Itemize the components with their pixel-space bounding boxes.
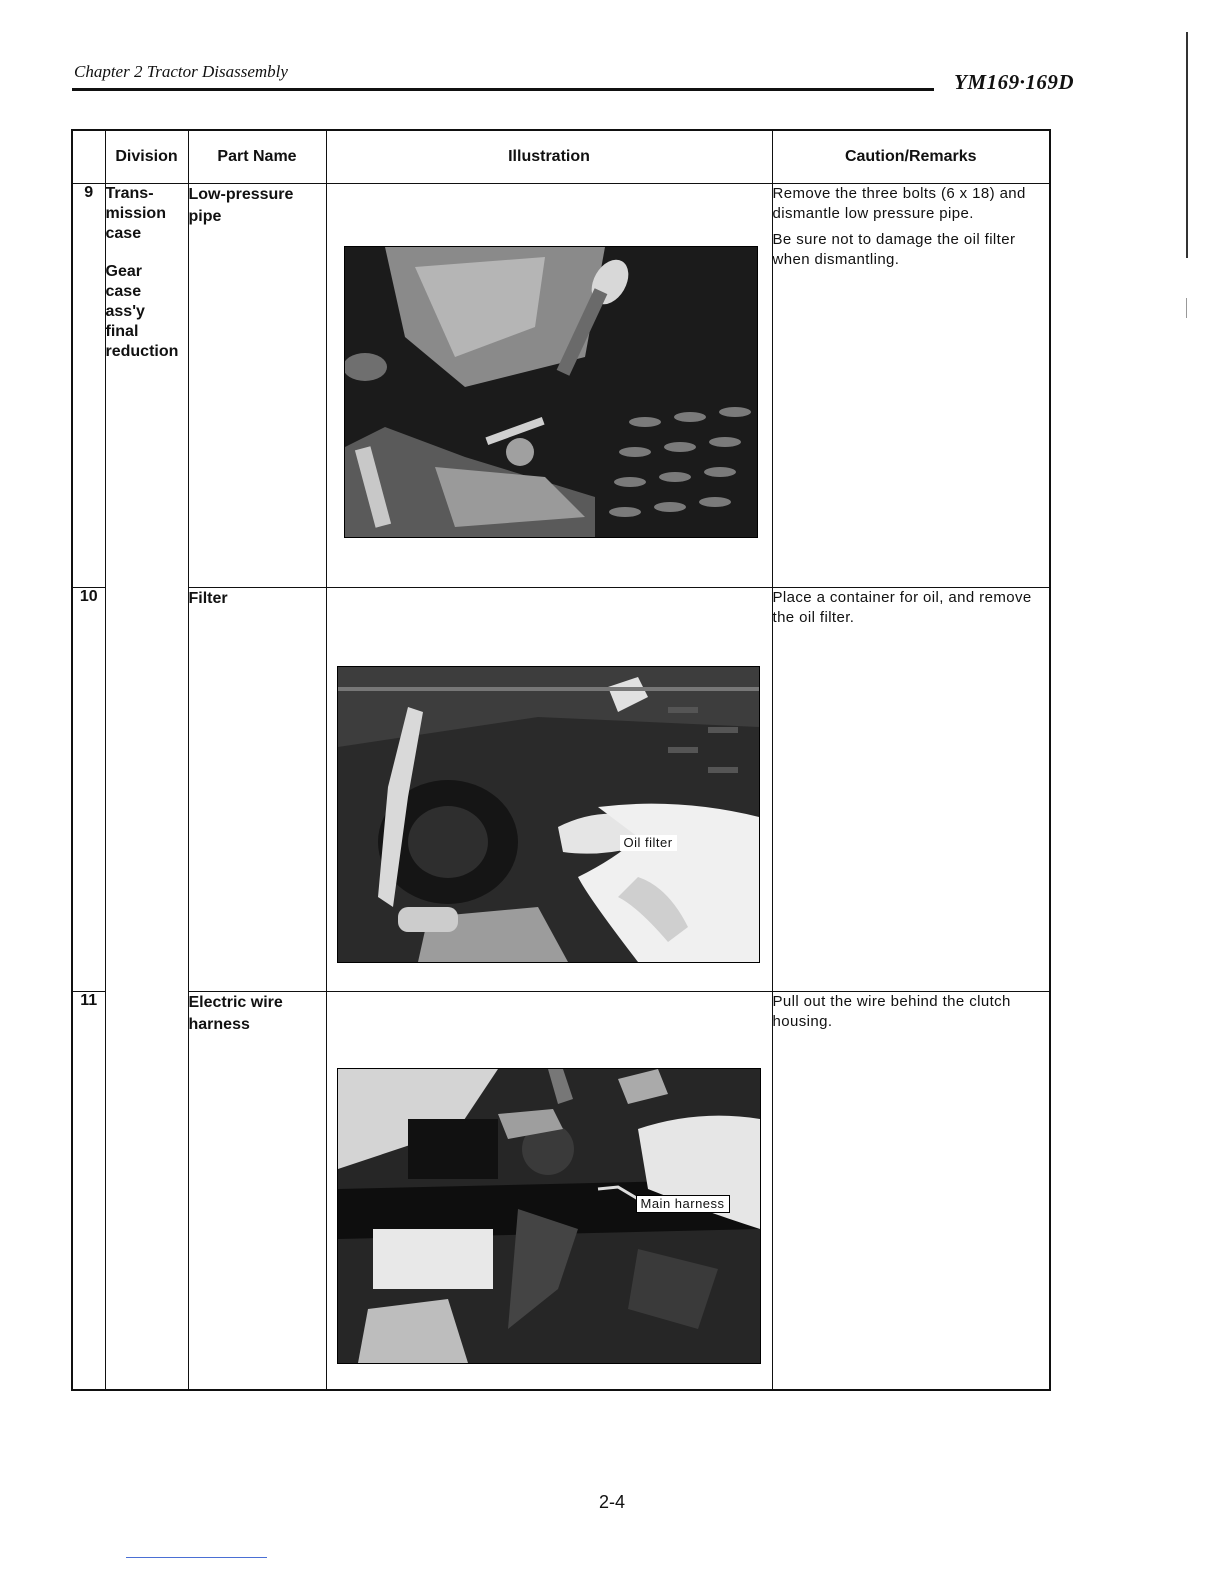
header-remarks: Caution/Remarks: [772, 130, 1050, 184]
table-header-row: [72, 130, 1050, 184]
remarks-cell: [772, 992, 1050, 1391]
division-text: case: [105, 225, 142, 242]
table-row: [72, 992, 1050, 1391]
main-harness-label: Main harness: [636, 1195, 730, 1213]
oil-filter-photo: [337, 666, 760, 963]
row-number: 11: [72, 992, 105, 1391]
header-rule: [72, 88, 934, 91]
remarks-cell: [772, 184, 1050, 588]
division-text: case: [105, 283, 142, 300]
division-cell: [105, 184, 188, 1391]
illustration-cell: [326, 184, 772, 588]
scan-edge-mark: [1186, 298, 1187, 318]
disassembly-table: [71, 129, 1051, 1391]
division-text: mission: [105, 205, 166, 222]
model-number: YM169·169D: [954, 70, 1074, 94]
part-name-cell: [188, 588, 326, 992]
page-number: 2-4: [598, 1492, 625, 1512]
header-number: [72, 130, 105, 184]
part-name: harness: [188, 1016, 250, 1033]
illustration-cell: [326, 588, 772, 992]
row-number: 10: [72, 588, 105, 992]
oil-filter-label: Oil filter: [620, 835, 677, 851]
remark-text: Be sure not to damage the oil filter when dismantling.: [772, 231, 1016, 268]
remark-text: Pull out the wire behind the clutch housing.: [772, 993, 1011, 1030]
division-text: reduction: [105, 343, 179, 360]
division-text: Gear: [105, 263, 142, 280]
remark-text: Remove the three bolts (6 x 18) and dismantle low pressure pipe.: [772, 185, 1026, 222]
footer-rule: [126, 1557, 267, 1558]
part-name-cell: [188, 992, 326, 1391]
part-name-cell: [188, 184, 326, 588]
table-row: [72, 588, 1050, 992]
scan-edge-mark: [1186, 32, 1188, 258]
table-row: [72, 184, 1050, 588]
part-name: Filter: [188, 590, 228, 607]
division-text: final: [105, 323, 139, 340]
division-text: Trans-: [105, 185, 154, 202]
row-number: 9: [72, 184, 105, 588]
low-pressure-pipe-photo: [344, 246, 758, 538]
chapter-title: Chapter 2 Tractor Disassembly: [74, 62, 288, 81]
remark-text: Place a container for oil, and remove the oil filter.: [772, 589, 1032, 626]
main-harness-photo: [337, 1068, 761, 1364]
header-division: Division: [105, 130, 188, 184]
illustration-cell: [326, 992, 772, 1391]
header-illustration: Illustration: [326, 130, 772, 184]
division-text: ass'y: [105, 303, 145, 320]
remarks-cell: [772, 588, 1050, 992]
part-name: pipe: [188, 208, 222, 225]
part-name: Low-pressure: [188, 186, 294, 203]
header-part-name: Part Name: [188, 130, 326, 184]
part-name: Electric wire: [188, 994, 283, 1011]
